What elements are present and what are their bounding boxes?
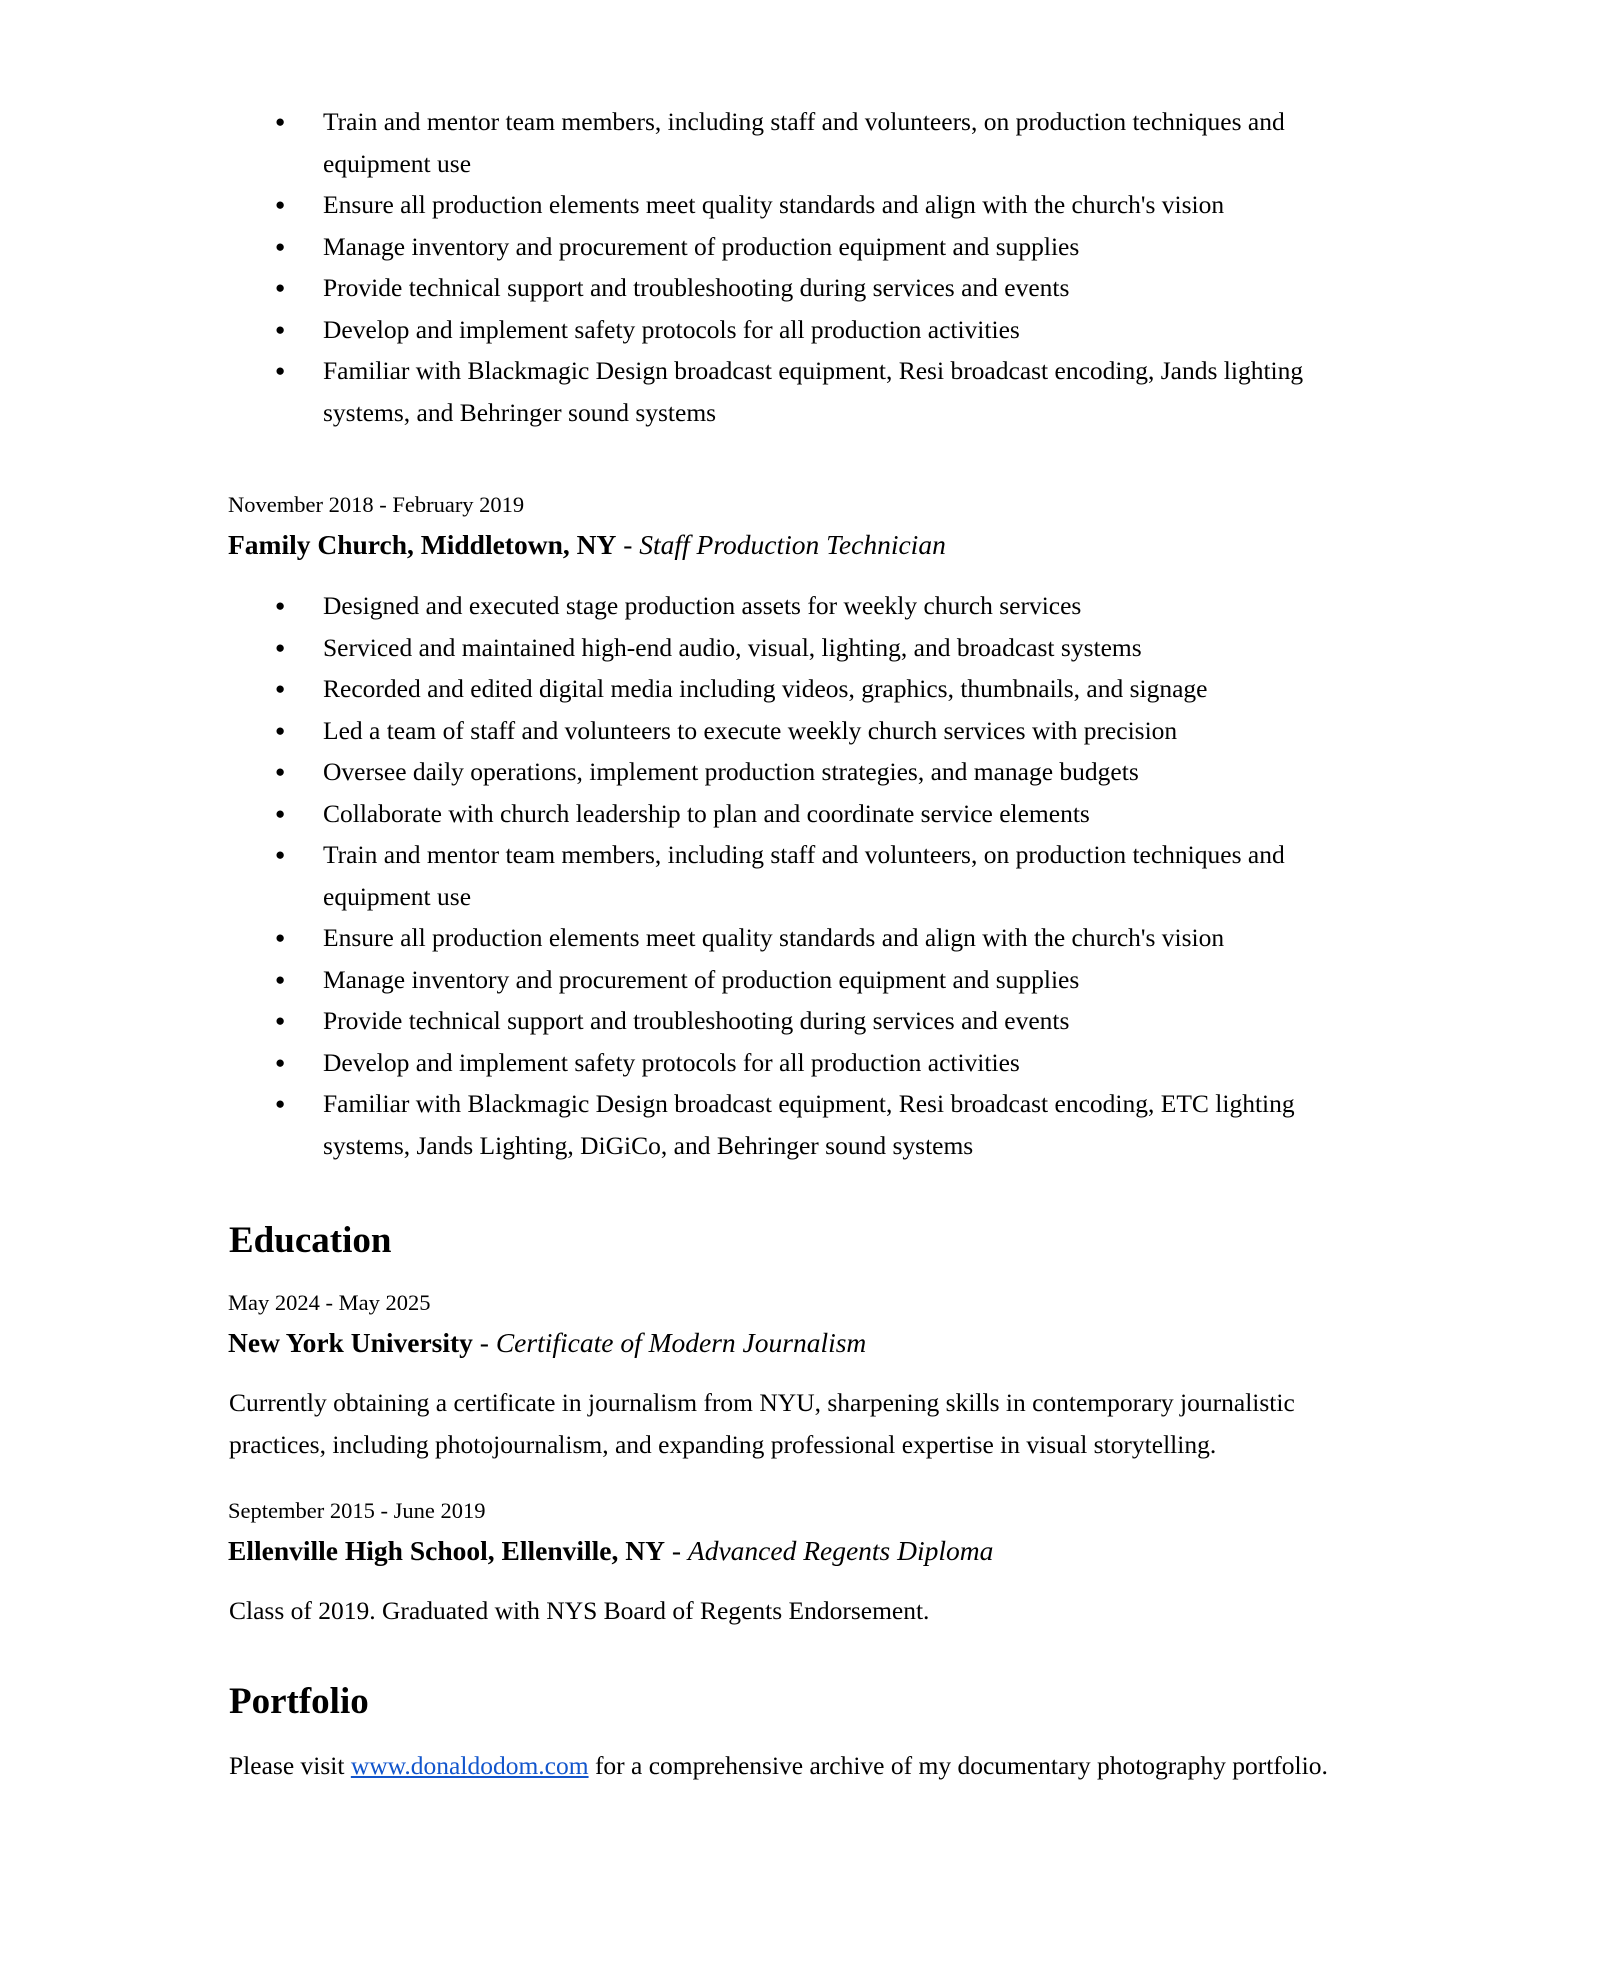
list-item: ● Designed and executed stage production assets for weekly church services [275, 585, 1355, 627]
bullet-icon: ● [275, 845, 286, 864]
bullet-icon: ● [275, 236, 286, 256]
education-description: Class of 2019. Graduated with NYS Board of Regents Endorsement. [229, 1596, 930, 1625]
list-item: ● Develop and implement safety protocols for all production activities [275, 1042, 1355, 1084]
portfolio-heading: Portfolio [229, 1681, 369, 1722]
list-item: ● Manage inventory and procurement of production equipment and supplies [275, 959, 1355, 1001]
education-dates: May 2024 - May 2025 [228, 1290, 431, 1315]
list-item: ● Manage inventory and procurement of production equipment and supplies [275, 226, 1355, 268]
education-heading-line [228, 1533, 993, 1569]
list-item: ● Ensure all production elements meet quality standards and align with the church's vision [275, 917, 1355, 959]
list-item: ● Provide technical support and troubleshooting during services and events [275, 267, 1355, 309]
bullet-icon: ● [275, 112, 286, 131]
bullet-icon: ● [275, 1052, 286, 1072]
education-dates: September 2015 - June 2019 [228, 1498, 486, 1523]
list-item: ● Ensure all production elements meet quality standards and align with the church's vision [275, 184, 1355, 226]
job-heading [228, 527, 946, 563]
bullet-icon: ● [275, 361, 286, 380]
portfolio-text [229, 1745, 1379, 1787]
job-organization: Family Church, Middletown, NY [228, 529, 617, 560]
list-item: ● Oversee daily operations, implement production strategies, and manage budgets [275, 751, 1355, 793]
bullet-icon: ● [275, 928, 286, 947]
bullet-icon: ● [275, 803, 286, 823]
education-separator: - [664, 1535, 688, 1566]
bullet-icon: ● [275, 195, 286, 214]
family-church-bullet-list [275, 585, 1355, 1166]
list-item: ● Collaborate with church leadership to plan and coordinate service elements [275, 793, 1355, 835]
bullet-icon: ● [275, 278, 286, 297]
education-institution: Ellenville High School, Ellenville, NY [228, 1535, 665, 1566]
portfolio-text-after: for a comprehensive archive of my documentary photography portfolio. [588, 1751, 1328, 1780]
education-credential: Advanced Regents Diploma [687, 1535, 994, 1566]
list-item: ● Serviced and maintained high-end audio, visual, lighting, and broadcast systems [275, 627, 1355, 669]
portfolio-link[interactable]: www.donaldodom.com [350, 1751, 589, 1780]
job-title: Staff Production Technician [639, 529, 946, 560]
bullet-icon: ● [275, 596, 286, 615]
education-separator: - [472, 1327, 496, 1358]
education-heading-line [228, 1325, 866, 1361]
bullet-icon: ● [275, 679, 286, 698]
list-item: ● Familiar with Blackmagic Design broadcast equipment, Resi broadcast encoding, ETC lighting systems, Jands Lighting, DiGiCo, and Behringer sound systems [275, 1083, 1355, 1166]
list-item: ● Develop and implement safety protocols for all production activities [275, 309, 1355, 351]
list-item: ● Provide technical support and troubleshooting during services and events [275, 1000, 1355, 1042]
education-institution: New York University [228, 1327, 473, 1358]
job-dates: November 2018 - February 2019 [228, 492, 525, 517]
previous-job-bullet-list [275, 101, 1355, 433]
list-item: ● Recorded and edited digital media including videos, graphics, thumbnails, and signage [275, 668, 1355, 710]
list-item: ● Train and mentor team members, including staff and volunteers, on production techniques and equipment use [275, 834, 1355, 917]
bullet-icon: ● [275, 762, 286, 781]
list-item: ● Familiar with Blackmagic Design broadcast equipment, Resi broadcast encoding, Jands lighting systems, and Behringer sound systems [275, 350, 1355, 433]
portfolio-text-before: Please visit [229, 1751, 351, 1780]
bullet-icon: ● [275, 969, 286, 989]
bullet-icon: ● [275, 637, 286, 657]
list-item: ● Led a team of staff and volunteers to execute weekly church services with precision [275, 710, 1355, 752]
bullet-icon: ● [275, 720, 286, 740]
education-heading: Education [229, 1220, 392, 1261]
bullet-icon: ● [275, 1094, 286, 1113]
education-credential: Certificate of Modern Journalism [495, 1327, 867, 1358]
bullet-icon: ● [275, 319, 286, 339]
list-item: ● Train and mentor team members, including staff and volunteers, on production techniques and equipment use [275, 101, 1355, 184]
education-description: Currently obtaining a certificate in journalism from NYU, sharpening skills in contemporary journalistic practices, including photojournalism, and expanding professional expertise in visual storytelling. [229, 1388, 1295, 1459]
bullet-icon: ● [275, 1011, 286, 1030]
job-separator: - [616, 529, 640, 560]
